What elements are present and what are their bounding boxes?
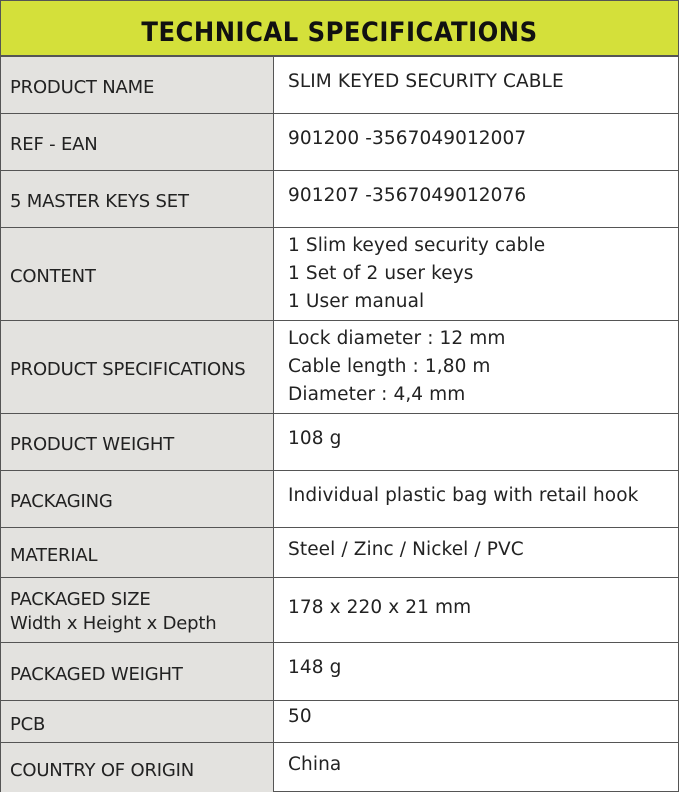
spec-value-line: 108 g [288, 428, 342, 449]
page-title: TECHNICAL SPECIFICATIONS [141, 16, 538, 48]
spec-value [274, 701, 678, 742]
spec-label: CONTENT [1, 228, 274, 320]
spec-value [274, 528, 678, 577]
spec-value-line: China [288, 754, 342, 775]
spec-value-line: 1 Slim keyed security cable [288, 235, 546, 256]
spec-label: 5 MASTER KEYS SET [1, 171, 274, 227]
spec-value-line: 148 g [288, 657, 342, 678]
spec-label: REF - EAN [1, 114, 274, 170]
spec-value-line: 50 [288, 706, 312, 727]
spec-value [274, 321, 678, 413]
spec-value-line: 1 User manual [288, 291, 425, 312]
spec-row-product-weight [1, 414, 678, 471]
spec-row-content [1, 228, 678, 321]
spec-value-line: 178 x 220 x 21 mm [288, 597, 472, 618]
spec-value-line: Diameter : 4,4 mm [288, 384, 466, 405]
spec-row-packaged-weight [1, 643, 678, 701]
spec-label-line: PACKAGED SIZE [10, 589, 151, 610]
spec-label: PRODUCT WEIGHT [1, 414, 274, 470]
spec-value-line: Lock diameter : 12 mm [288, 328, 506, 349]
spec-row-pcb [1, 701, 678, 743]
spec-label: PACKAGING [1, 471, 274, 527]
spec-row-master-keys [1, 171, 678, 228]
spec-value [274, 743, 678, 792]
spec-value-line: Steel / Zinc / Nickel / PVC [288, 539, 524, 560]
spec-row-packaging [1, 471, 678, 528]
spec-row-product-name [1, 57, 678, 114]
spec-value [274, 414, 678, 470]
spec-label: PCB [1, 701, 274, 742]
spec-label: PRODUCT SPECIFICATIONS [1, 321, 274, 413]
spec-value-line: Cable length : 1,80 m [288, 356, 491, 377]
spec-value [274, 171, 678, 227]
spec-value-line: 901200 -3567049012007 [288, 128, 527, 149]
spec-value-line: SLIM KEYED SECURITY CABLE [288, 71, 564, 92]
spec-value [274, 57, 678, 113]
spec-value-line: 901207 -3567049012076 [288, 185, 527, 206]
spec-value [274, 228, 678, 320]
spec-row-ref-ean [1, 114, 678, 171]
spec-value-line: Individual plastic bag with retail hook [288, 485, 639, 506]
spec-label: PACKAGED WEIGHT [1, 643, 274, 700]
spec-label: MATERIAL [1, 528, 274, 577]
spec-label: PRODUCT NAME [1, 57, 274, 113]
spec-label-line: Width x Height x Depth [10, 613, 217, 634]
title-bar [1, 1, 678, 57]
spec-value [274, 471, 678, 527]
spec-row-packaged-size [1, 578, 678, 643]
spec-row-material [1, 528, 678, 578]
spec-row-product-specifications [1, 321, 678, 414]
spec-value [274, 643, 678, 700]
spec-row-country-of-origin [1, 743, 678, 792]
spec-label [1, 578, 274, 642]
spec-value-line: 1 Set of 2 user keys [288, 263, 474, 284]
spec-label: COUNTRY OF ORIGIN [1, 743, 274, 792]
spec-value [274, 114, 678, 170]
spec-value [274, 578, 678, 642]
